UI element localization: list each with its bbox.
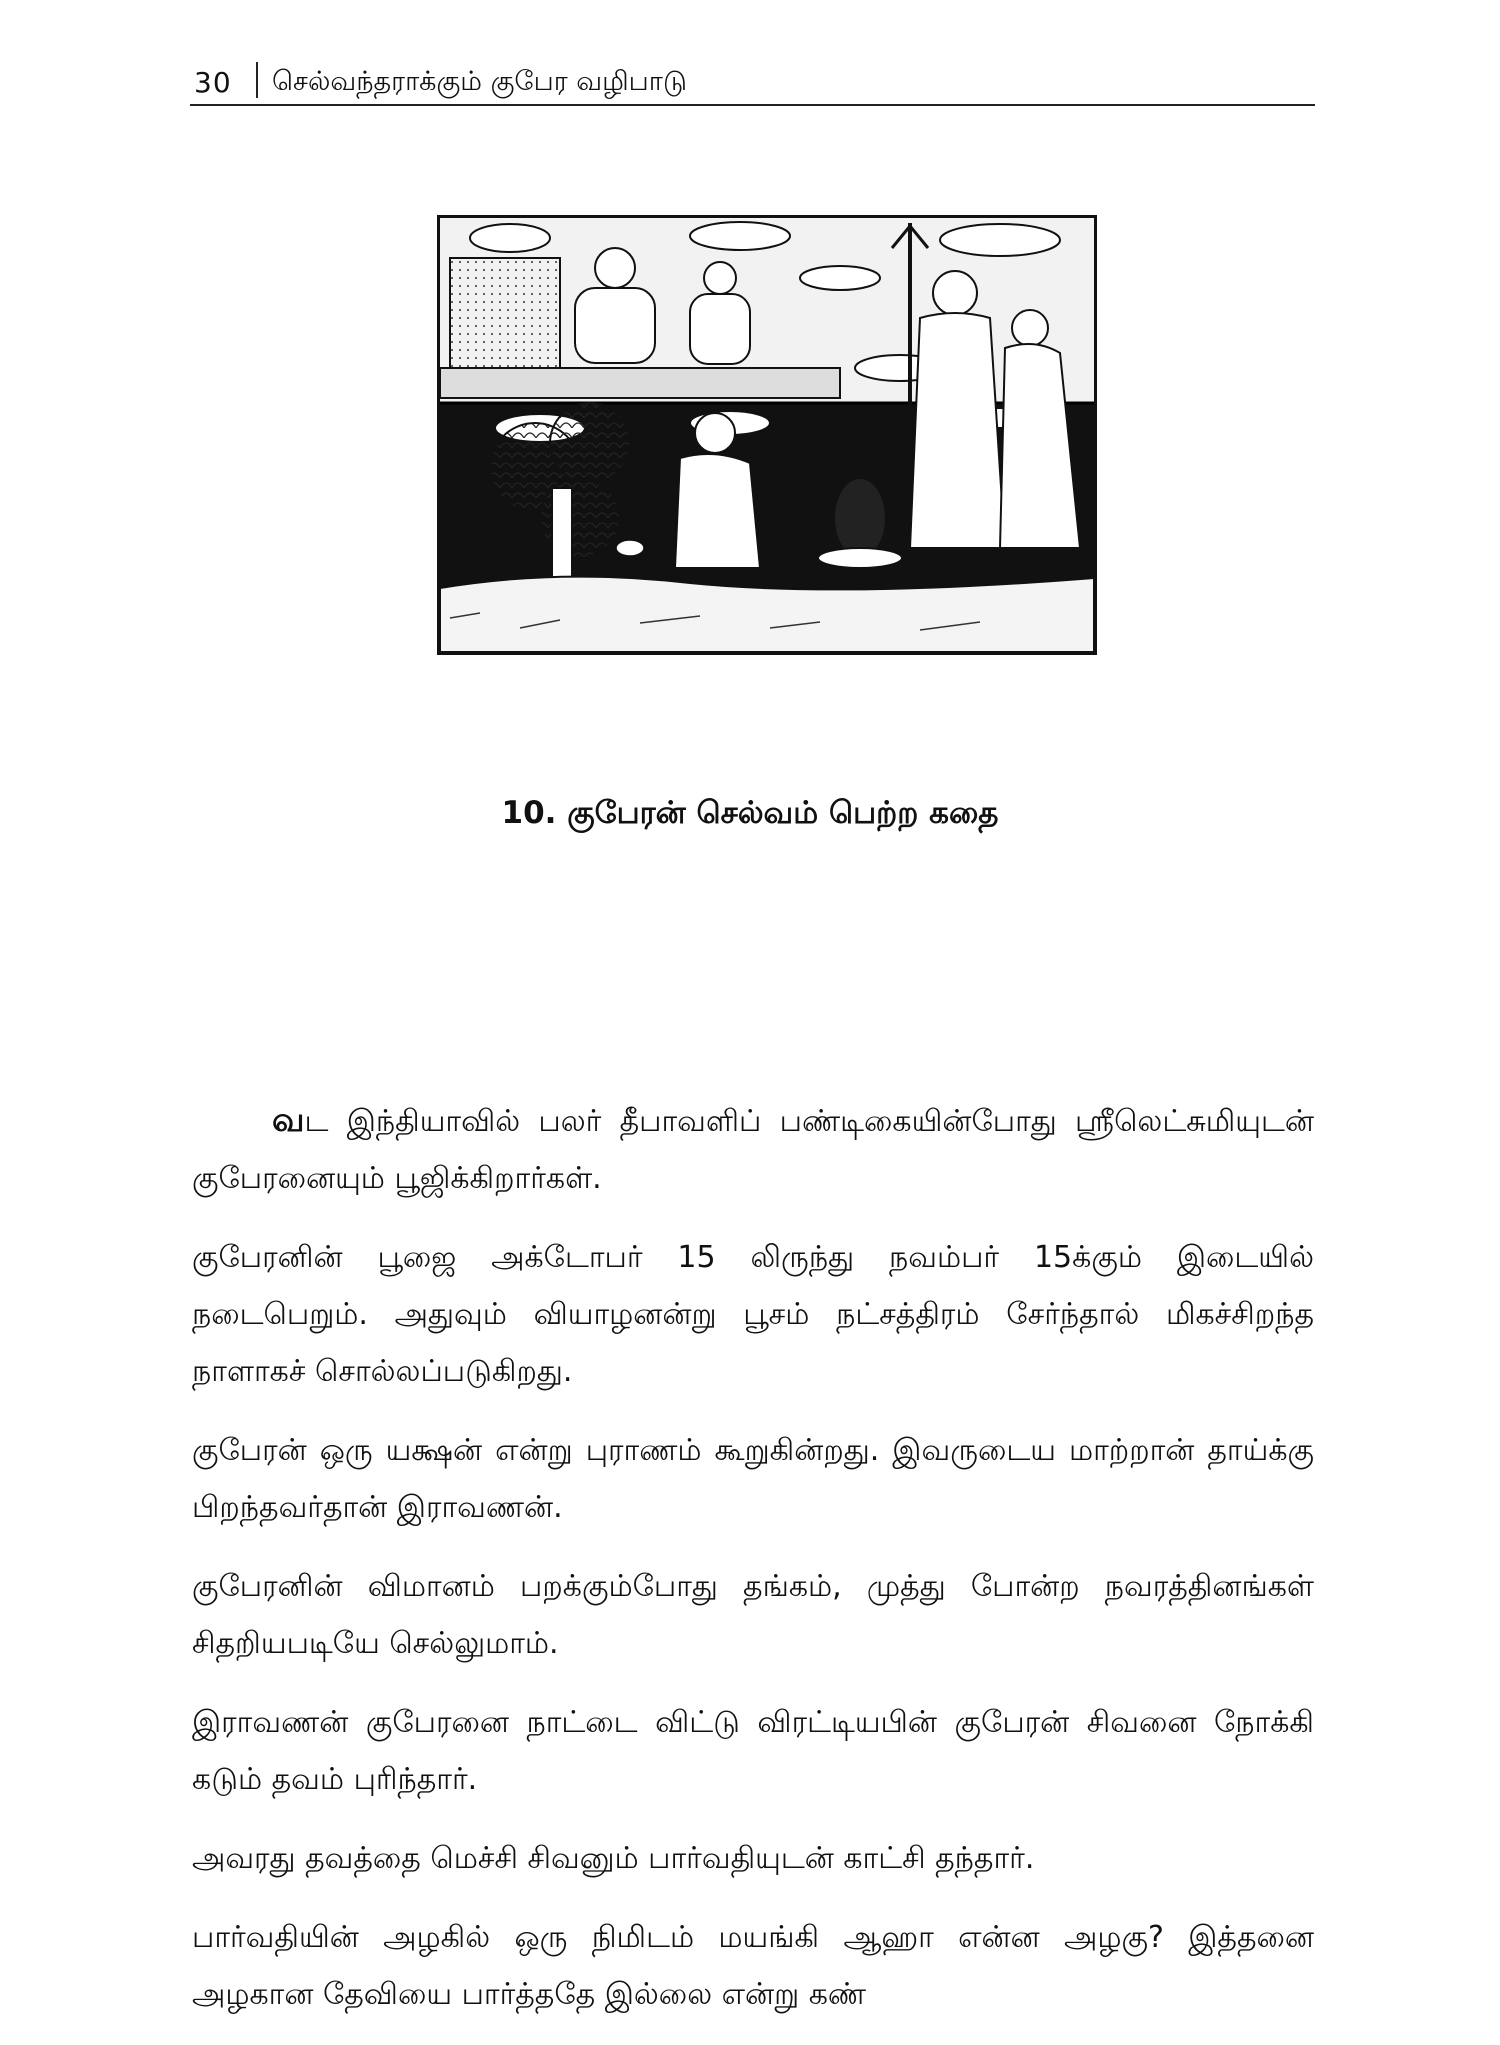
paragraph-text: ட இந்தியாவில் பலர் தீபாவளிப் பண்டிகையின்போது ஸ்ரீலெட்சுமியுடன் குபேரனையும் பூஜிக்கிறார்கள். [192,1104,1314,1196]
paragraph-4: குபேரனின் விமானம் பறக்கும்போது தங்கம், முத்து போன்ற நவரத்தினங்கள் சிதறியபடியே செல்லுமாம். [192,1569,1314,1661]
paragraph-1 [192,1092,1314,1207]
paragraph-5: இராவணன் குபேரனை நாட்டை விட்டு விரட்டியபின் குபேரன் சிவனை நோக்கி கடும் தவம் புரிந்தார். [192,1705,1314,1797]
chapter-title: 10. குபேரன் செல்வம் பெற்ற கதை [501,795,999,831]
kubera-shiva-illustration-icon [437,215,1097,655]
drop-letter: வ [272,1100,305,1140]
header-separator [256,62,258,98]
page-number: 30 [194,66,232,99]
page-header [190,58,1315,104]
paragraph-2: குபேரனின் பூஜை அக்டோபர் 15 லிருந்து நவம்பர் 15க்கும் இடையில் நடைபெறும். அதுவும் வியாழனன்று பூசம் நட்சத்திரம் சேர்ந்தால் மிகச்சிறந்த நாளாகச் சொல்லப்படுகிறது. [192,1240,1314,1389]
body-text [192,1092,1314,2045]
paragraph-3: குபேரன் ஒரு யக்ஷன் என்று புராணம் கூறுகின்றது. இவருடைய மாற்றான் தாய்க்கு பிறந்தவர்தான் இராவணன். [192,1433,1314,1525]
paragraph-6: அவரது தவத்தை மெச்சி சிவனும் பார்வதியுடன் காட்சி தந்தார். [192,1841,1035,1876]
paragraph-7: பார்வதியின் அழகில் ஒரு நிமிடம் மயங்கி ஆஹா என்ன அழகு? இத்தனை அழகான தேவியை பார்த்ததே இல்லை என்று கண் [192,1920,1314,2012]
running-title: செல்வந்தராக்கும் குபேர வழிபாடு [272,66,687,97]
header-rule [190,104,1315,106]
